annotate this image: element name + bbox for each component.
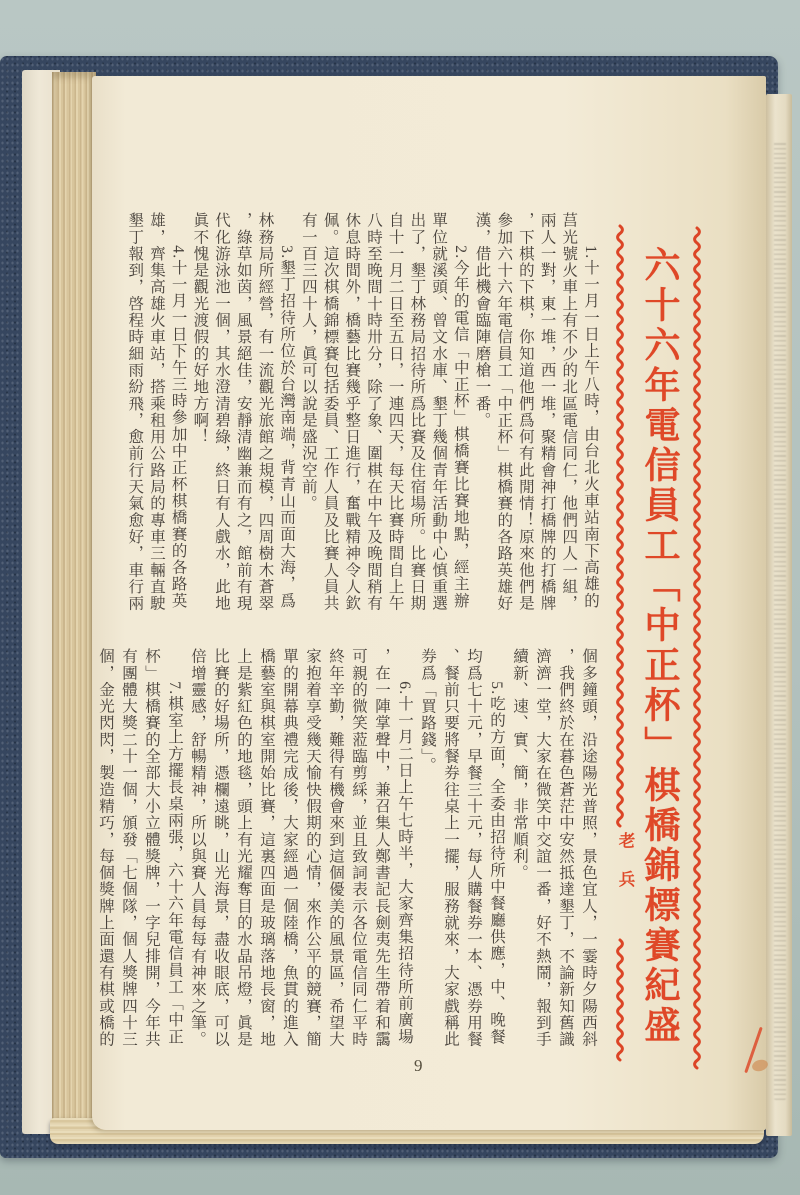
text-column: 終年辛勤，難得有機會來到這個優美的風景區，希望大 [327,648,344,1048]
text-column: 休息時間外，橋藝比賽幾乎整日進行，奮戰精神令人欽 [343,212,361,612]
text-column: 個，金光閃閃，製造精巧，每個獎牌上面還有棋或橋的 [97,648,114,1048]
text-column: 上是紫紅色的地毯，頭上有光耀奪目的水晶吊燈，眞是 [235,648,252,1048]
text-column: 倍增靈感，舒暢精神，所以與賽人員每每有神來之筆。 [189,648,206,1048]
text-column: 有團體大獎二十一個，頒發「七個隊，個人獎牌四十三 [120,648,137,1048]
text-column: 莒光號火車上有不少的北區電信同仁，他們四人一組， [560,212,578,612]
text-column: 濟濟一堂，大家在微笑中交誼一番，好不熱鬧，報到手 [534,648,551,1048]
text-column: 有一百三四十人，眞可以說是盛況空前。 [299,212,317,512]
text-column: 漢，借此機會臨陣磨槍一番。 [473,212,491,429]
page-number: 9 [414,1056,424,1075]
text-column: ，我們終於在暮色蒼茫中安然抵達墾丁，不論新知舊識 [557,648,574,1048]
text-column: 雄，齊集高雄火車站，搭乘租用公路局的專車三輛直駛 [147,212,165,612]
text-column: 杯」棋橋賽的全部大小立體獎牌，一字兒排開，今年共 [143,648,160,1048]
text-column: 續新、速、實、簡，非常順利。 [511,648,528,882]
text-column: 單位就溪頭、曾文水庫、墾丁幾個青年活動中心慎重選 [430,212,448,612]
text-column: ，綠草如茵，風景絕佳，安靜清幽兼而有之，館前有現 [234,212,252,612]
text-column: ，下棋的下棋，你知道他們爲何有此閒情！原來他們是 [516,212,534,612]
text-column: 兩人一對，東一堆，西一堆，聚精會神打橋牌的打橋牌 [538,212,556,612]
book-page [92,76,766,1130]
title-rule-left-upper-squiggle [614,226,626,818]
page-stack-left-edge [52,72,96,1130]
text-column: 4.十一月一日下午三時參加中正杯棋橋賽的各路英 [169,212,187,609]
text-column: 林務局所經營，有一流觀光旅館之規模，四周樹木蒼翠 [256,212,274,612]
text-column: 7.棋室上方擺長桌兩張，六十六年電信員工「中正 [166,648,183,1045]
text-column: 3.墾丁招待所位於台灣南端，背青山而面大海，爲 [278,212,296,609]
text-column: 自十一月二日至五日，一連四天，每天比賽時間自上午 [386,212,404,612]
title-rule-right-squiggle [691,228,703,1056]
text-column: 6.十一月二日上午七時半，大家齊集招待所前廣場 [396,648,413,1045]
upper-text-block [123,212,601,636]
text-column: 比賽的好場所，憑欄遠眺，山光海景，盡收眼底，可以 [212,648,229,1048]
article-title: 六十六年電信員工「中正杯」棋橋錦標賽紀盛 [640,246,680,1046]
text-column: 墾丁報到，啓程時細雨紛飛，愈前行天氣愈好，車行兩 [126,212,144,612]
text-column: 佩。這次棋橋錦標賽包括委員、工作人員及比賽人員共 [321,212,339,612]
author-name: 老兵 [616,832,635,909]
text-column: 1.十一月一日上午八時，由台北火車站南下高雄的 [582,212,599,609]
text-column: 券爲「買路錢」。 [419,648,436,774]
text-column: 橋藝室與棋室開始比賽，這裏四面是玻璃落地長窗，地 [258,648,275,1048]
title-rule-left-lower-squiggle [614,940,626,1056]
text-column: 單的開幕典禮完成後，大家經過一個陸橋，魚貫的進入 [281,648,298,1048]
text-column: ，在一陣掌聲中，兼召集人鄭書記長劍夷先生帶着和靄 [373,648,390,1048]
text-column: 家抱着享受幾天愉快假期的心情，來作公平的競賽，簡 [304,648,321,1048]
text-column: 出了，墾丁林務局招待所爲比賽及住宿場所。比賽日期 [408,212,426,612]
text-column: 代化游泳池一個，其水澄清碧綠，終日有人戲水，此地 [213,212,231,612]
text-column: 個多鐘頭，沿途陽光普照，景色宜人，一霎時夕陽西斜 [580,648,597,1048]
text-column: 均爲七十元，早餐三十元，每人購餐券一本、憑券用餐 [465,648,482,1048]
text-column: 可親的微笑蒞臨剪綵，並且致詞表示各位電信同仁平時 [350,648,367,1048]
text-column: 、餐前只要將餐券往桌上一擺，服務就來，大家戲稱此 [442,648,459,1048]
text-column: 參加六十六年電信員工「中正杯」棋橋賽的各路英雄好 [495,212,513,612]
text-column: 5.吃的方面，全委由招待所中餐廳供應，中、晚餐 [488,648,505,1045]
text-column: 八時至晚間十時卅分，除了象、圍棋在中午及晚間稍有 [364,212,382,612]
lower-text-block [94,648,600,1072]
text-column: 2.今年的電信「中正杯」棋橋賽比賽地點，經主辦 [451,212,469,609]
text-column: 眞不愧是觀光渡假的好地方啊！ [191,212,209,446]
fore-edge-ghost-text [774,140,786,1100]
